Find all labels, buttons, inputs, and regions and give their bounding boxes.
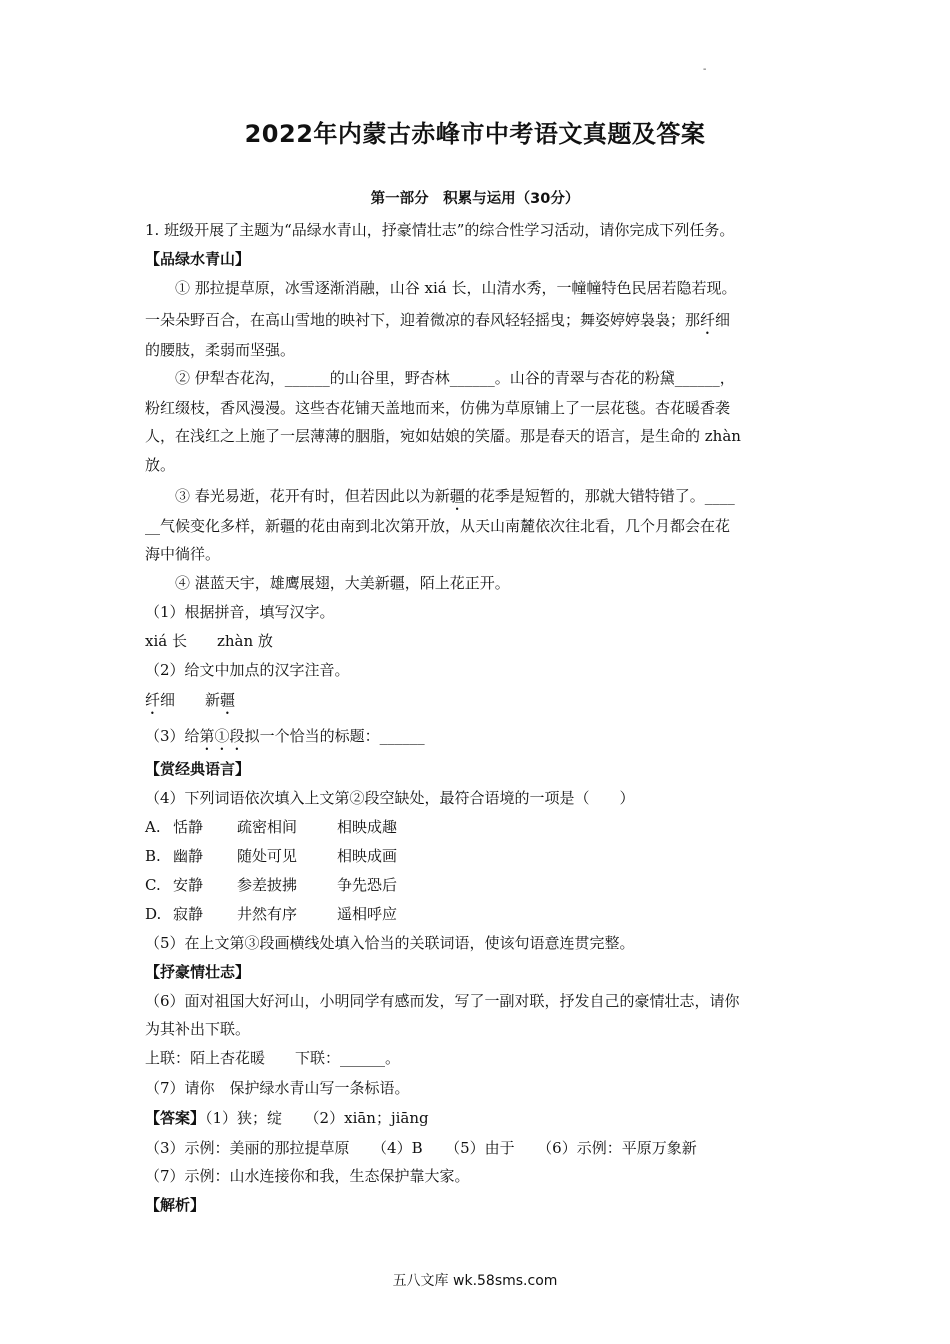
subquestion-2: （2）给文中加点的汉字注音。 bbox=[145, 661, 350, 679]
subquestion-3: （3）给第①段拟一个恰当的标题：______ bbox=[145, 727, 425, 745]
option-c: C. 安静 参差披拂 争先恐后 bbox=[145, 876, 398, 894]
paragraph-4-line-1: ④ 湛蓝天宇，雄鹰展翅，大美新疆，陌上花正开。 bbox=[175, 574, 510, 592]
dotted-char: 纤 bbox=[700, 311, 716, 329]
paragraph-2-line-3: 人，在浅红之上施了一层薄薄的胭脂，宛如姑娘的笑靥。那是春天的语言，是生命的 zhàn bbox=[145, 427, 741, 445]
dotted-char: 疆 bbox=[220, 691, 236, 709]
paragraph-1-line-3: 的腰肢，柔弱而坚强。 bbox=[145, 341, 296, 359]
part-heading: 第一部分 积累与运用（30分） bbox=[370, 191, 580, 207]
section-heading-3: 【抒豪情壮志】 bbox=[145, 963, 251, 981]
subquestion-7: （7）请你 保护绿水青山写一条标语。 bbox=[145, 1079, 410, 1097]
dotted-char: 疆 bbox=[449, 487, 465, 505]
subquestion-6-line-2: 为其补出下联。 bbox=[145, 1020, 251, 1038]
subquestion-4: （4）下列词语依次填入上文第②段空缺处，最符合语境的一项是（ ） bbox=[145, 789, 635, 807]
paragraph-3-line-3: 海中徜徉。 bbox=[145, 545, 221, 563]
top-mark: - bbox=[703, 64, 707, 75]
paragraph-1-line-2: 一朵朵野百合，在高山雪地的映衬下，迎着微凉的春风轻轻摇曳；舞姿婷婷袅袅；那纤细 bbox=[145, 311, 731, 329]
subquestion-6-couplet: 上联：陌上杏花暖 下联：______。 bbox=[145, 1049, 401, 1067]
paragraph-1-line-1: ① 那拉提草原，冰雪逐渐消融，山谷 xiá 长，山清水秀，一幢幢特色民居若隐若现。 bbox=[175, 279, 737, 297]
option-b: B. 幽静 随处可见 相映成画 bbox=[145, 847, 398, 865]
answer-line-3: （7）示例：山水连接你和我，生态保护靠大家。 bbox=[145, 1167, 470, 1185]
answer-line-1: 【答案】（1）狭；绽 （2）xiān；jiāng bbox=[145, 1109, 429, 1127]
question-intro: 1. 班级开展了主题为“品绿水青山，抒豪情壮志”的综合性学习活动，请你完成下列任务。 bbox=[145, 221, 735, 239]
footer-watermark: 五八文库 wk.58sms.com bbox=[392, 1273, 558, 1289]
dotted-text: 第①段 bbox=[199, 727, 245, 745]
page-title: 2022年内蒙古赤峰市中考语文真题及答案 bbox=[244, 120, 706, 148]
option-a: A. 恬静 疏密相间 相映成趣 bbox=[145, 818, 398, 836]
subquestion-2-items: 纤细 新疆 bbox=[145, 691, 236, 709]
subquestion-5: （5）在上文第③段画横线处填入恰当的关联词语，使该句语意连贯完整。 bbox=[145, 934, 635, 952]
subquestion-1-items: xiá 长 zhàn 放 bbox=[145, 632, 273, 650]
paragraph-3-line-1: ③ 春光易逝，花开有时，但若因此以为新疆的花季是短暂的，那就大错特错了。____ bbox=[175, 487, 735, 505]
option-d: D. 寂静 井然有序 遥相呼应 bbox=[145, 905, 398, 923]
paragraph-2-line-4: 放。 bbox=[145, 456, 176, 474]
section-heading-2: 【赏经典语言】 bbox=[145, 760, 251, 778]
subquestion-6-line-1: （6）面对祖国大好河山，小明同学有感而发，写了一副对联，抒发自己的豪情壮志，请你 bbox=[145, 992, 740, 1010]
dotted-char: 纤 bbox=[145, 691, 161, 709]
paragraph-2-line-2: 粉红缀枝，香风漫漫。这些杏花铺天盖地而来，仿佛为草原铺上了一层花毯。杏花暖香袭 bbox=[145, 399, 731, 417]
subquestion-1: （1）根据拼音，填写汉字。 bbox=[145, 603, 335, 621]
paragraph-3-line-2: __气候变化多样，新疆的花由南到北次第开放，从天山南麓依次往北看，几个月都会在花 bbox=[145, 517, 731, 535]
answer-line-2: （3）示例：美丽的那拉提草原 （4）B （5）由于 （6）示例：平原万象新 bbox=[145, 1139, 697, 1157]
section-heading-1: 【品绿水青山】 bbox=[145, 250, 251, 268]
analysis-heading: 【解析】 bbox=[145, 1196, 206, 1214]
paragraph-2-line-1: ② 伊犁杏花沟，______的山谷里，野杏林______。山谷的青翠与杏花的粉黛______， bbox=[175, 369, 735, 387]
